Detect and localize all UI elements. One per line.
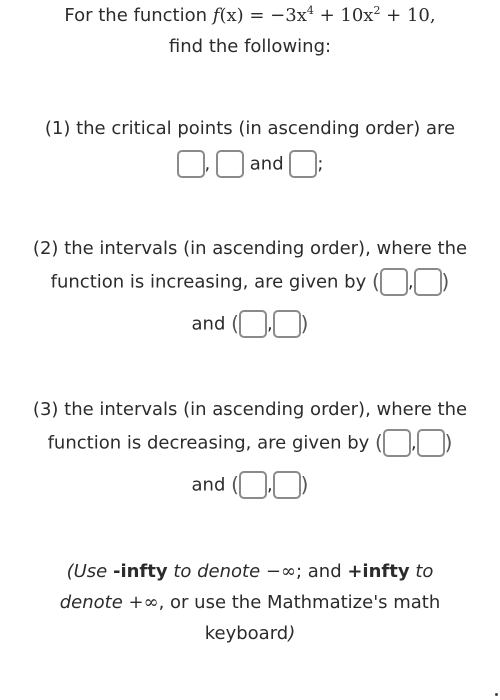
exponent-2: 2 [373,4,381,17]
increasing-interval-2-end-input[interactable] [273,310,301,338]
part-3-line-1: (3) the intervals (in ascending order), where the [32,399,468,420]
instruction-line: find the following: [168,36,332,57]
note-text: to denote [167,561,266,582]
note-close: ) [288,623,296,644]
critical-point-2-input[interactable] [216,150,244,178]
func-name: f [212,5,220,26]
increasing-text: function is increasing, are given by [50,271,367,293]
comma: , [266,474,273,495]
func-part-1: (x) = −3x [219,5,307,26]
decreasing-interval-2-start-input[interactable] [239,471,267,499]
part-1-answers [0,148,500,180]
comma: , [204,153,211,175]
critical-point-3-input[interactable] [289,150,317,178]
close-paren: ) [441,269,450,294]
note-text: to [409,561,434,582]
part-3-line-2 [0,427,500,459]
note-open: (Use [66,561,113,582]
problem-statement [0,0,500,62]
part-2-line-3 [0,308,500,340]
decreasing-interval-1-start-input[interactable] [383,429,411,457]
note-line-2 [0,587,500,618]
semicolon: ; [317,153,324,175]
increasing-interval-1-end-input[interactable] [414,268,442,296]
part-1 [0,113,500,180]
decreasing-interval-2-end-input[interactable] [273,471,301,499]
note-text: , or use the Mathmatize's math [158,592,441,613]
exponent-4: 4 [306,4,314,17]
corner-dot [495,693,498,696]
func-part-2: + 10x [313,5,374,26]
increasing-interval-1-start-input[interactable] [380,268,408,296]
part-3-line-3 [0,469,500,501]
part-2-line-2 [0,266,500,298]
decreasing-text: function is decreasing, are given by [47,432,370,454]
part-2 [0,233,500,339]
pos-infty-keyword: +infty [347,561,410,582]
close-paren: ) [444,430,453,455]
comma: , [407,271,414,293]
and-text: and [249,153,284,175]
close-paren: ) [300,311,309,335]
critical-point-1-input[interactable] [177,150,205,178]
function-expression [213,5,436,26]
part-2-line-1: (2) the intervals (in ascending order), where the [32,238,468,259]
increasing-interval-2-start-input[interactable] [239,310,267,338]
and-text: and [191,313,226,334]
plus-infinity-symbol: +∞ [128,592,159,613]
open-paren: ( [231,472,239,496]
part-1-text: (1) the critical points (in ascending order) are [44,118,456,139]
note-line-1 [0,556,500,587]
note-text: ; and [295,561,348,582]
open-paren: ( [375,430,383,455]
note-text: denote [59,592,129,613]
and-text: and [191,474,226,495]
function-line [0,0,500,31]
func-part-3: + 10, [380,5,436,26]
prefix-text: For the function [64,5,208,26]
minus-infinity-symbol: −∞ [265,561,296,582]
note-line-3 [0,618,500,649]
open-paren: ( [231,311,239,335]
neg-infty-keyword: -infty [112,561,168,582]
keyboard-text: keyboard [204,623,289,644]
close-paren: ) [300,472,309,496]
comma: , [266,313,273,334]
open-paren: ( [372,269,380,294]
decreasing-interval-1-end-input[interactable] [417,429,445,457]
usage-note [0,556,500,649]
part-3 [0,394,500,500]
comma: , [410,432,417,454]
